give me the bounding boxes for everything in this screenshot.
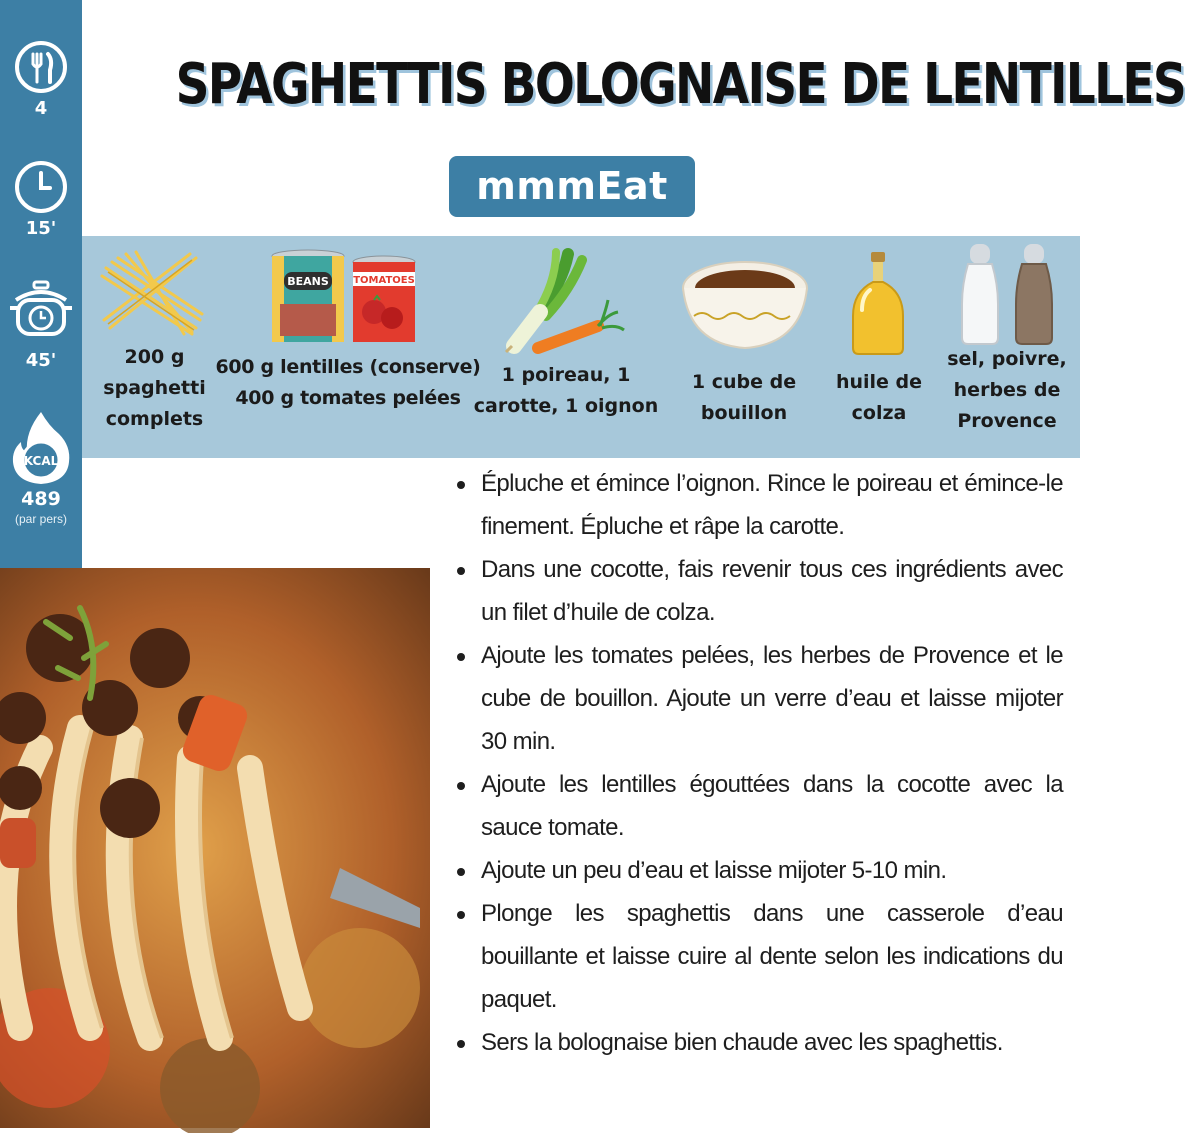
salt-pepper-shakers-icon — [960, 242, 1056, 346]
ingredient-spaghetti — [82, 236, 227, 458]
step-item: Ajoute les lentilles égouttées dans la cocotte avec la sauce tomate. — [455, 763, 1063, 849]
calories-value: 489 — [21, 488, 61, 510]
step-item: Épluche et émince l’oignon. Rince le poireau et émince-le finement. Épluche et râpe la carotte. — [455, 462, 1063, 548]
kcal-flame-icon — [10, 410, 72, 486]
step-item: Sers la bolognaise bien chaude avec les spaghettis. — [455, 1021, 1063, 1064]
ingredient-seasoning-label: sel, poivre, herbes de Provence — [947, 348, 1067, 432]
leek-carrot-icon — [498, 248, 628, 358]
step-item: Ajoute les tomates pelées, les herbes de Provence et le cube de bouillon. Ajoute un verre d’eau et laisse mijoter 30 min. — [455, 634, 1063, 763]
servings-stat — [0, 40, 82, 119]
oil-bottle-icon — [848, 250, 908, 356]
ingredient-oil — [824, 236, 934, 458]
ingredient-vegetables — [472, 236, 660, 458]
fork-knife-icon — [14, 40, 68, 94]
broth-bowl-icon — [680, 258, 810, 354]
calories-stat — [0, 410, 82, 526]
clock-icon — [14, 160, 68, 214]
step-item: Plonge les spaghettis dans une casserole d’eau bouillante et laisse cuire al dente selon les indications du paquet. — [455, 892, 1063, 1021]
cooking-pot-icon — [8, 280, 74, 340]
ingredients-band — [82, 236, 1080, 458]
cook-time-stat — [0, 280, 82, 371]
kcal-badge-text: KCAL — [23, 454, 59, 468]
ingredient-seasoning — [934, 236, 1080, 458]
calories-unit: (par pers) — [14, 512, 67, 526]
brand-logo: mmmEat — [449, 156, 695, 217]
prep-time-value: 15' — [25, 218, 57, 239]
servings-value: 4 — [34, 98, 48, 119]
step-item: Dans une cocotte, fais revenir tous ces ingrédients avec un filet d’huile de colza. — [455, 548, 1063, 634]
spaghetti-icon — [96, 248, 206, 338]
beans-can-label: BEANS — [287, 275, 329, 288]
ingredient-vegetables-label: 1 poireau, 1 carotte, 1 oignon — [473, 364, 659, 417]
dish-photo — [0, 568, 430, 1128]
tomato-can-label: TOMATOES — [353, 275, 415, 286]
ingredient-lentils-tomatoes — [214, 236, 482, 458]
spaghetti-fork-illustration — [0, 568, 430, 1128]
beans-tomato-cans-icon — [270, 248, 418, 346]
ingredient-oil-label: huile de colza — [835, 371, 923, 424]
recipe-title: SPAGHETTIS BOLOGNAISE DE LENTILLES — [175, 52, 1185, 117]
step-item: Ajoute un peu d’eau et laisse mijoter 5-10 min. — [455, 849, 1063, 892]
ingredient-broth-label: 1 cube de bouillon — [691, 371, 797, 424]
prep-time-stat — [0, 160, 82, 239]
ingredient-broth — [668, 236, 820, 458]
ingredient-lentils-tomatoes-label: 600 g lentilles (conserve) 400 g tomates pelées — [215, 356, 481, 409]
ingredient-spaghetti-label: 200 g spaghetti complets — [103, 346, 206, 430]
recipe-steps — [455, 462, 1063, 1064]
cook-time-value: 45' — [25, 350, 57, 371]
